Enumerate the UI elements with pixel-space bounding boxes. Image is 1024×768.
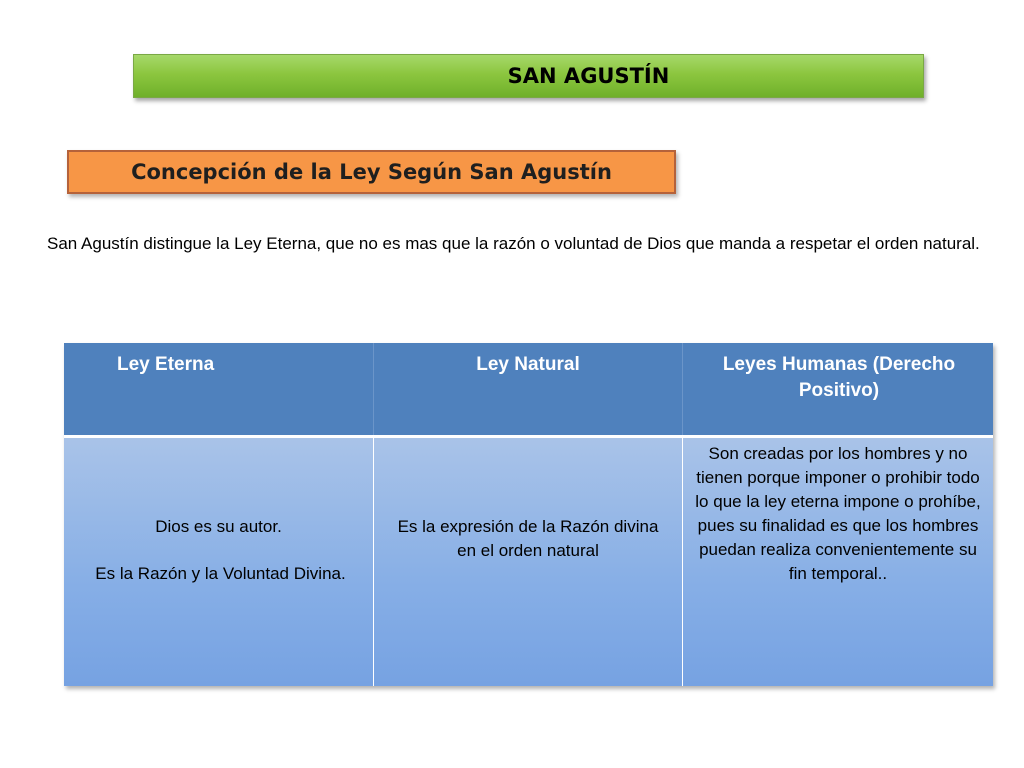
page-title: SAN AGUSTÍN [507,64,670,88]
column-heading: Ley Natural [476,354,580,375]
body-cell-ley-eterna [64,438,374,686]
cell-text-natural: Es la expresión de la Razón divina en el orden natural [397,517,659,560]
section-subtitle: Concepción de la Ley Según San Agustín [131,160,612,184]
law-comparison-table [64,343,993,686]
title-banner [133,54,924,98]
cell-text-human-laws: Son creadas por los hombres y no tienen porque imponer o prohibir todo lo que la ley eterna impone o prohíbe, pues su finalidad es que los hombres puedan realiza convenientemente su fin temporal.. [695,444,981,583]
table-row [64,438,993,686]
cell-text-author: Dios es su autor. [155,517,282,536]
body-cell-leyes-humanas [683,438,993,686]
header-cell-leyes-humanas [683,343,993,435]
cell-text-reason: Es la Razón y la Voluntad Divina. [95,564,346,583]
header-cell-ley-natural [374,343,683,435]
column-heading: Ley Eterna [117,354,215,375]
intro-paragraph: San Agustín distingue la Ley Eterna, que no es mas que la razón o voluntad de Dios que manda a respetar el orden natural. [47,234,980,253]
column-heading: Leyes Humanas (Derecho Positivo) [722,354,956,401]
table-header-row [64,343,993,435]
subtitle-banner [67,150,676,194]
body-cell-ley-natural [374,438,683,686]
header-cell-ley-eterna [64,343,374,435]
